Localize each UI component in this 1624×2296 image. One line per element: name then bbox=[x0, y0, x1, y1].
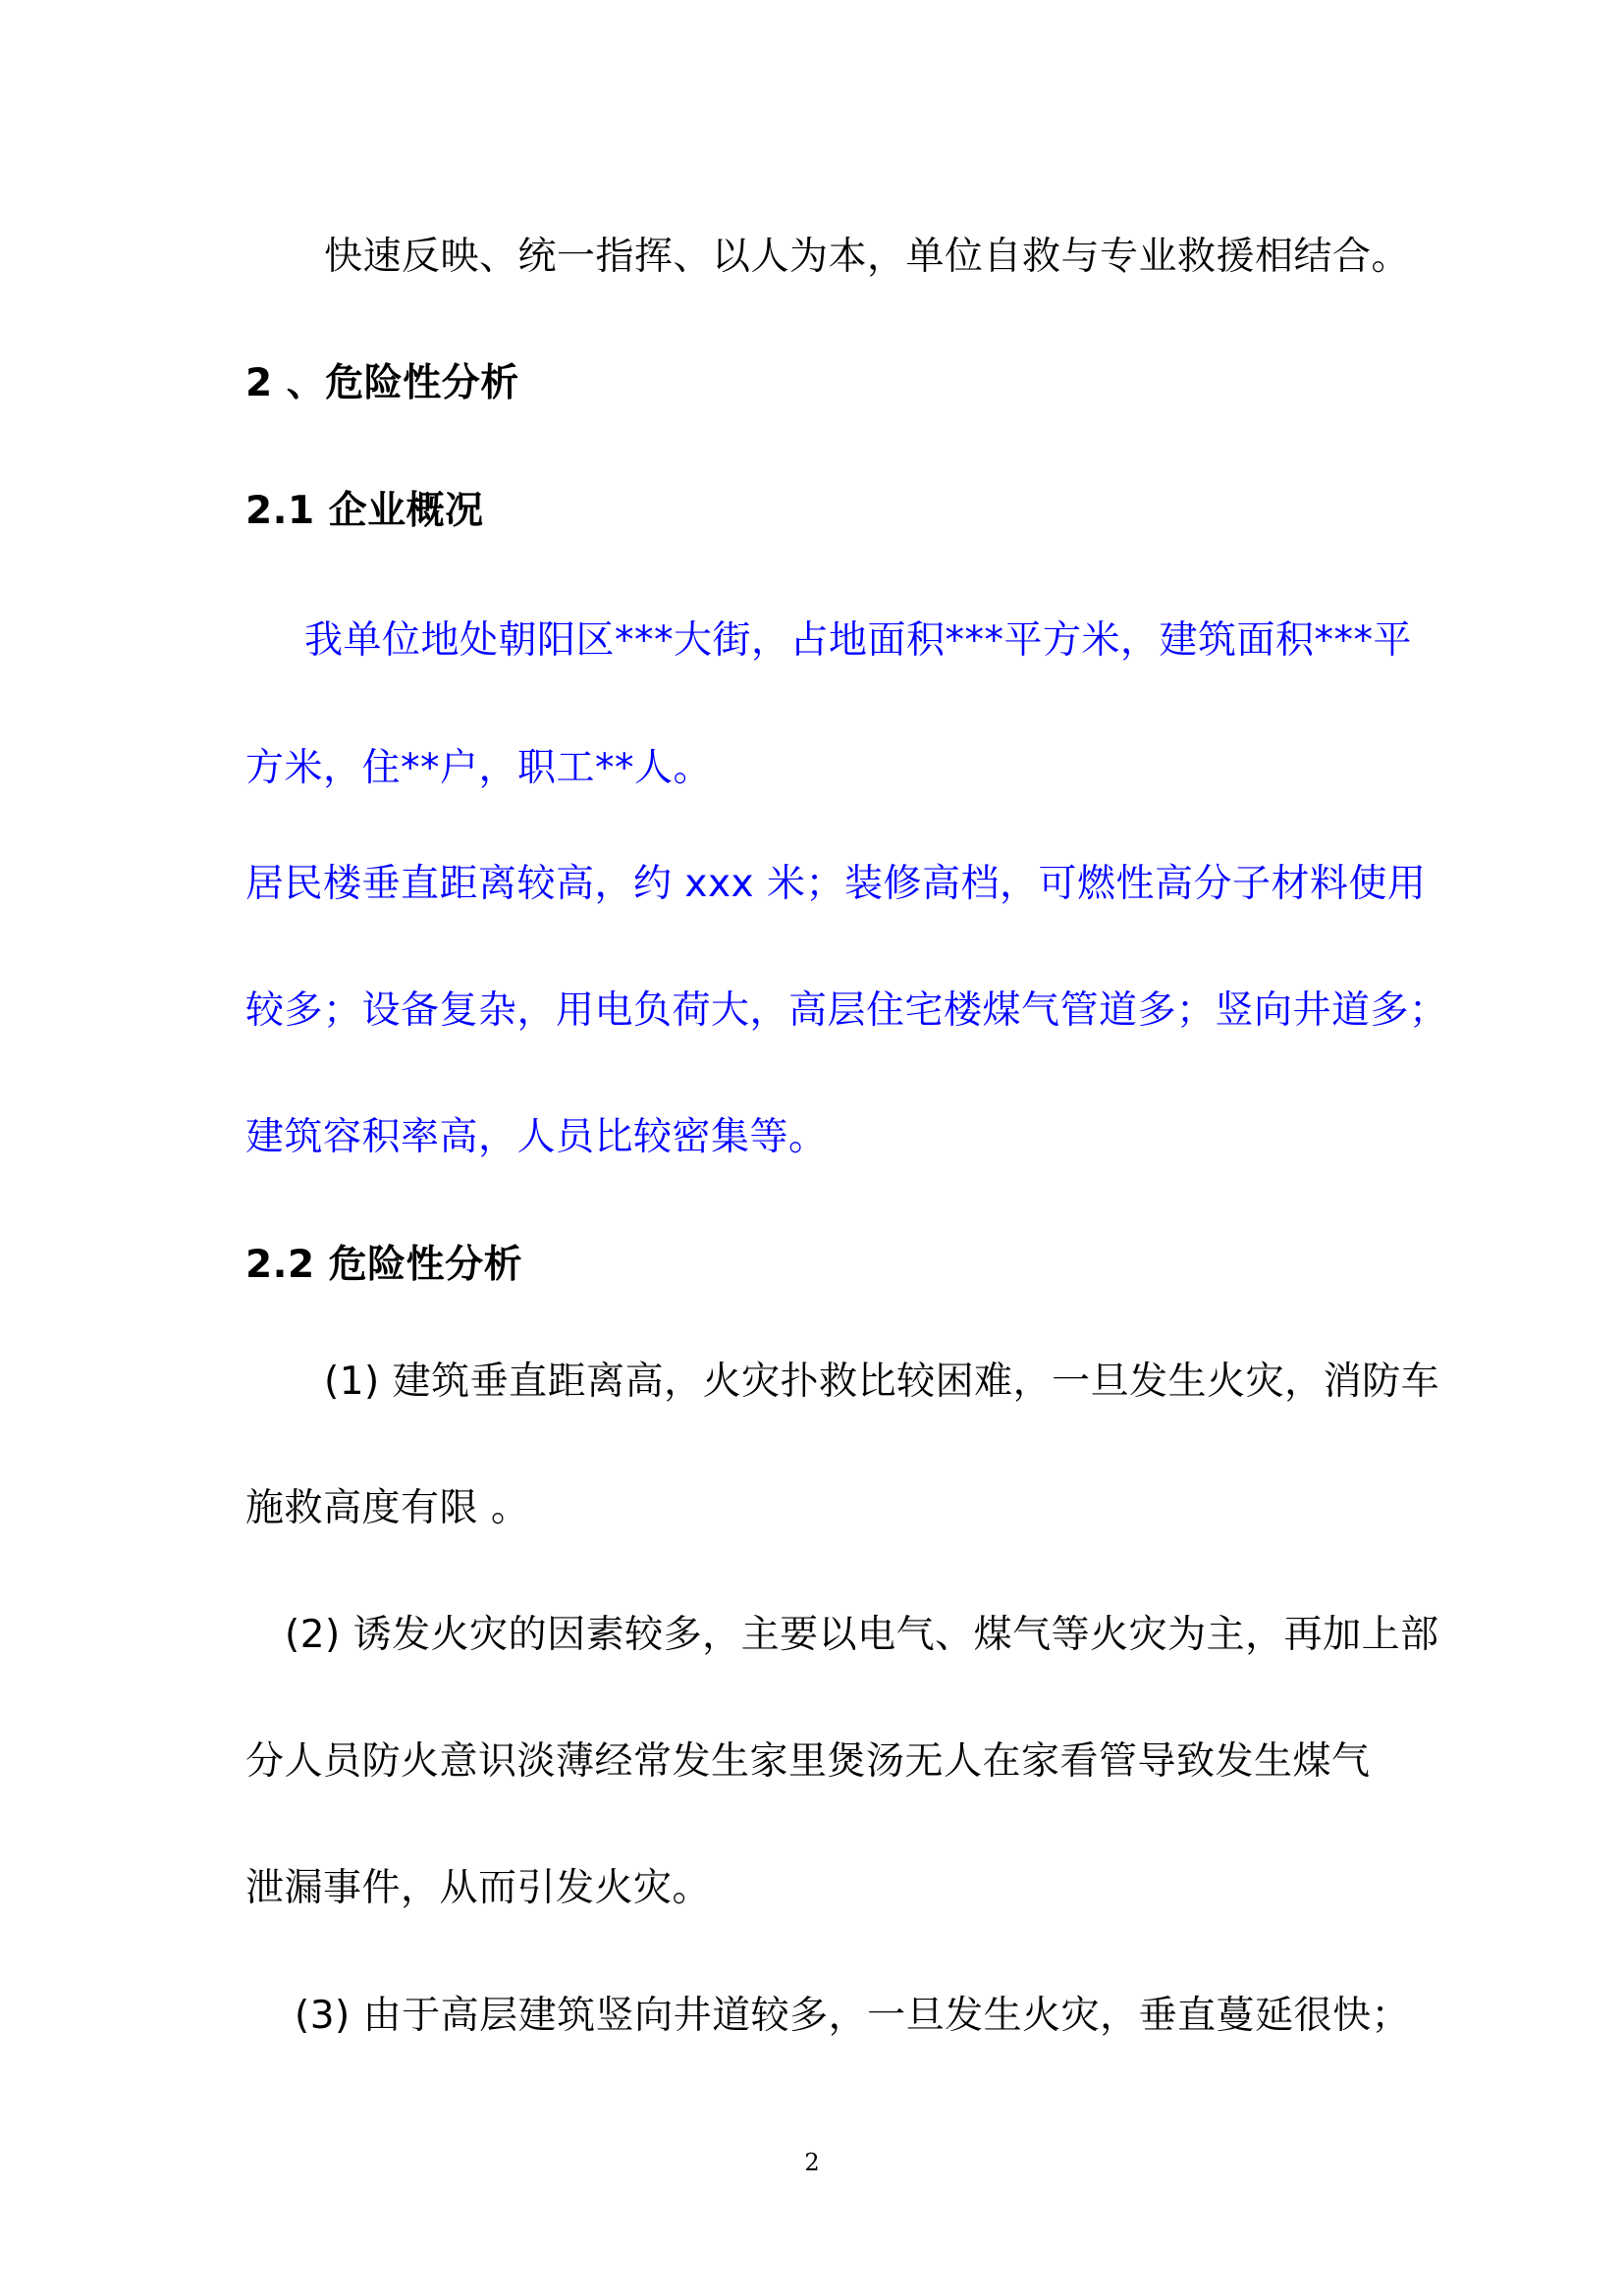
section-2-heading: 2 、危险性分析 bbox=[245, 361, 519, 405]
section-2-2-heading: 2.2 危险性分析 bbox=[245, 1243, 523, 1287]
principle-paragraph: 快速反映、统一指挥、以人为本，单位自救与专业救援相结合。 bbox=[324, 235, 1411, 279]
item-1-line-1: (1) 建筑垂直距离高，火灾扑救比较困难，一旦发生火灾，消防车 bbox=[324, 1360, 1440, 1404]
building-line-1: 居民楼垂直距离较高，约 xxx 米；装修高档，可燃性高分子材料使用 bbox=[245, 862, 1427, 906]
item-2-line-1: (2) 诱发火灾的因素较多，主要以电气、煤气等火灾为主，再加上部 bbox=[285, 1613, 1439, 1657]
item-1-line-2: 施救高度有限 。 bbox=[245, 1486, 530, 1530]
item-2-line-2: 分人员防火意识淡薄经常发生家里煲汤无人在家看管导致发生煤气 bbox=[245, 1739, 1371, 1784]
page-number: 2 bbox=[804, 2149, 820, 2176]
section-2-1-heading: 2.1 企业概况 bbox=[245, 489, 484, 533]
item-3-line-1: (3) 由于高层建筑竖向井道较多，一旦发生火灾，垂直蔓延很快； bbox=[295, 1994, 1411, 2038]
overview-line-1: 我单位地处朝阳区***大街，占地面积***平方米，建筑面积***平 bbox=[304, 618, 1413, 663]
item-2-line-3: 泄漏事件，从而引发火灾。 bbox=[245, 1866, 712, 1910]
building-line-2: 较多；设备复杂，用电负荷大，高层住宅楼煤气管道多；竖向井道多； bbox=[245, 988, 1448, 1033]
overview-line-2: 方米，住**户，职工**人。 bbox=[245, 746, 713, 790]
building-line-3: 建筑容积率高，人员比较密集等。 bbox=[245, 1115, 828, 1159]
